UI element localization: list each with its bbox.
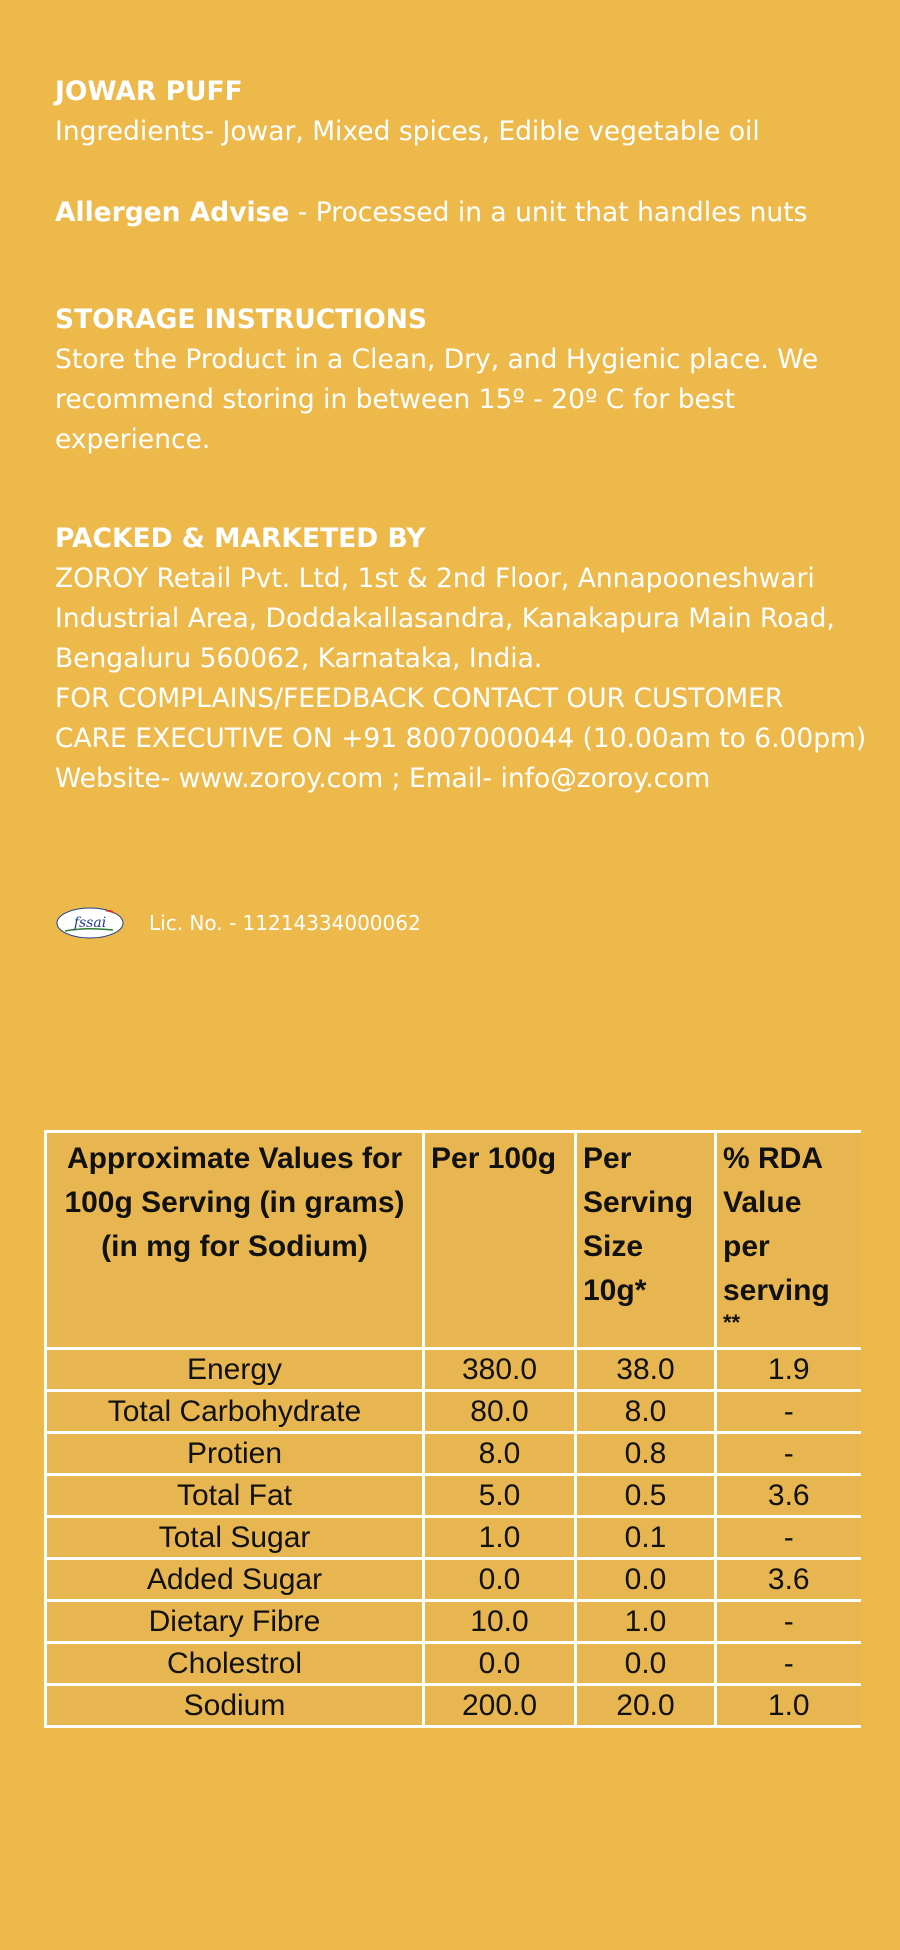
table-row <box>46 1559 861 1601</box>
value-per-serving: 8.0 <box>576 1391 716 1433</box>
nutrition-header-cell <box>576 1132 716 1349</box>
address-line: Bengaluru 560062, Karnataka, India. <box>55 643 543 674</box>
nutrient-name: Cholestrol <box>46 1643 424 1685</box>
value-per-serving: 0.8 <box>576 1433 716 1475</box>
nutrition-header-row <box>46 1132 861 1349</box>
address-line: Industrial Area, Doddakallasandra, Kanakapura Main Road, <box>55 603 835 634</box>
value-rda: - <box>716 1601 861 1643</box>
value-per-100g: 80.0 <box>424 1391 576 1433</box>
nutrient-name: Energy <box>46 1349 424 1391</box>
nutrition-header-cell <box>424 1132 576 1349</box>
value-rda: - <box>716 1433 861 1475</box>
value-per-100g: 0.0 <box>424 1643 576 1685</box>
nutrient-name: Protien <box>46 1433 424 1475</box>
nutrition-header-cell <box>716 1132 861 1349</box>
address-line: ZOROY Retail Pvt. Ltd, 1st & 2nd Floor, Annapooneshwari <box>55 563 815 594</box>
value-per-100g: 380.0 <box>424 1349 576 1391</box>
allergen-text: - Processed in a unit that handles nuts <box>289 197 808 228</box>
value-rda: - <box>716 1643 861 1685</box>
value-per-serving: 0.1 <box>576 1517 716 1559</box>
allergen-label: Allergen Advise <box>55 197 290 228</box>
table-row <box>46 1643 861 1685</box>
nutrient-name: Total Carbohydrate <box>46 1391 424 1433</box>
ingredients-text: Ingredients- Jowar, Mixed spices, Edible vegetable oil <box>55 116 760 147</box>
nutrition-header-cell <box>46 1132 424 1349</box>
contact-line: CARE EXECUTIVE ON +91 8007000044 (10.00am to 6.00pm) <box>55 723 867 754</box>
fssai-logo-icon <box>55 905 125 941</box>
table-row <box>46 1433 861 1475</box>
value-per-serving: 0.0 <box>576 1643 716 1685</box>
table-row <box>46 1475 861 1517</box>
value-rda: 3.6 <box>716 1475 861 1517</box>
table-row <box>46 1685 861 1727</box>
value-per-serving: 1.0 <box>576 1601 716 1643</box>
website-email-line: Website- www.zoroy.com ; Email- info@zoroy.com <box>55 763 711 794</box>
value-rda: 1.9 <box>716 1349 861 1391</box>
storage-line: Store the Product in a Clean, Dry, and Hygienic place. We <box>55 344 819 375</box>
header-asterisk: ** <box>723 1310 741 1335</box>
storage-line: recommend storing in between 15º - 20º C for best <box>55 384 736 415</box>
value-per-100g: 0.0 <box>424 1559 576 1601</box>
value-per-100g: 5.0 <box>424 1475 576 1517</box>
table-row <box>46 1601 861 1643</box>
value-per-serving: 38.0 <box>576 1349 716 1391</box>
storage-line: experience. <box>55 424 211 455</box>
value-per-100g: 200.0 <box>424 1685 576 1727</box>
table-row <box>46 1517 861 1559</box>
nutrient-name: Total Sugar <box>46 1517 424 1559</box>
packed-section <box>55 519 875 799</box>
nutrient-name: Sodium <box>46 1685 424 1727</box>
value-per-serving: 0.0 <box>576 1559 716 1601</box>
value-per-serving: 0.5 <box>576 1475 716 1517</box>
nutrient-name: Total Fat <box>46 1475 424 1517</box>
value-rda: - <box>716 1391 861 1433</box>
contact-line: FOR COMPLAINS/FEEDBACK CONTACT OUR CUSTOMER <box>55 683 784 714</box>
storage-heading: STORAGE INSTRUCTIONS <box>55 304 427 335</box>
header-text: Approximate Values for 100g Serving (in grams) (in mg for Sodium) <box>64 1142 405 1263</box>
allergen-section <box>55 193 875 233</box>
nutrition-table <box>44 1130 861 1728</box>
header-text: Per 100g <box>431 1142 557 1175</box>
value-rda: 1.0 <box>716 1685 861 1727</box>
value-per-100g: 10.0 <box>424 1601 576 1643</box>
storage-section <box>55 300 875 460</box>
value-rda: 3.6 <box>716 1559 861 1601</box>
fssai-row <box>55 903 421 943</box>
packed-heading: PACKED & MARKETED BY <box>55 523 426 554</box>
license-number: Lic. No. - 11214334000062 <box>149 911 421 935</box>
fssai-logo-text: fssai <box>73 915 107 931</box>
table-row <box>46 1349 861 1391</box>
value-per-100g: 8.0 <box>424 1433 576 1475</box>
header-text: % RDA Value per serving <box>723 1142 830 1307</box>
product-section <box>55 72 875 152</box>
value-rda: - <box>716 1517 861 1559</box>
value-per-100g: 1.0 <box>424 1517 576 1559</box>
nutrient-name: Added Sugar <box>46 1559 424 1601</box>
product-name: JOWAR PUFF <box>55 76 243 107</box>
nutrient-name: Dietary Fibre <box>46 1601 424 1643</box>
table-row <box>46 1391 861 1433</box>
header-text: Per Serving Size 10g* <box>583 1142 694 1307</box>
value-per-serving: 20.0 <box>576 1685 716 1727</box>
